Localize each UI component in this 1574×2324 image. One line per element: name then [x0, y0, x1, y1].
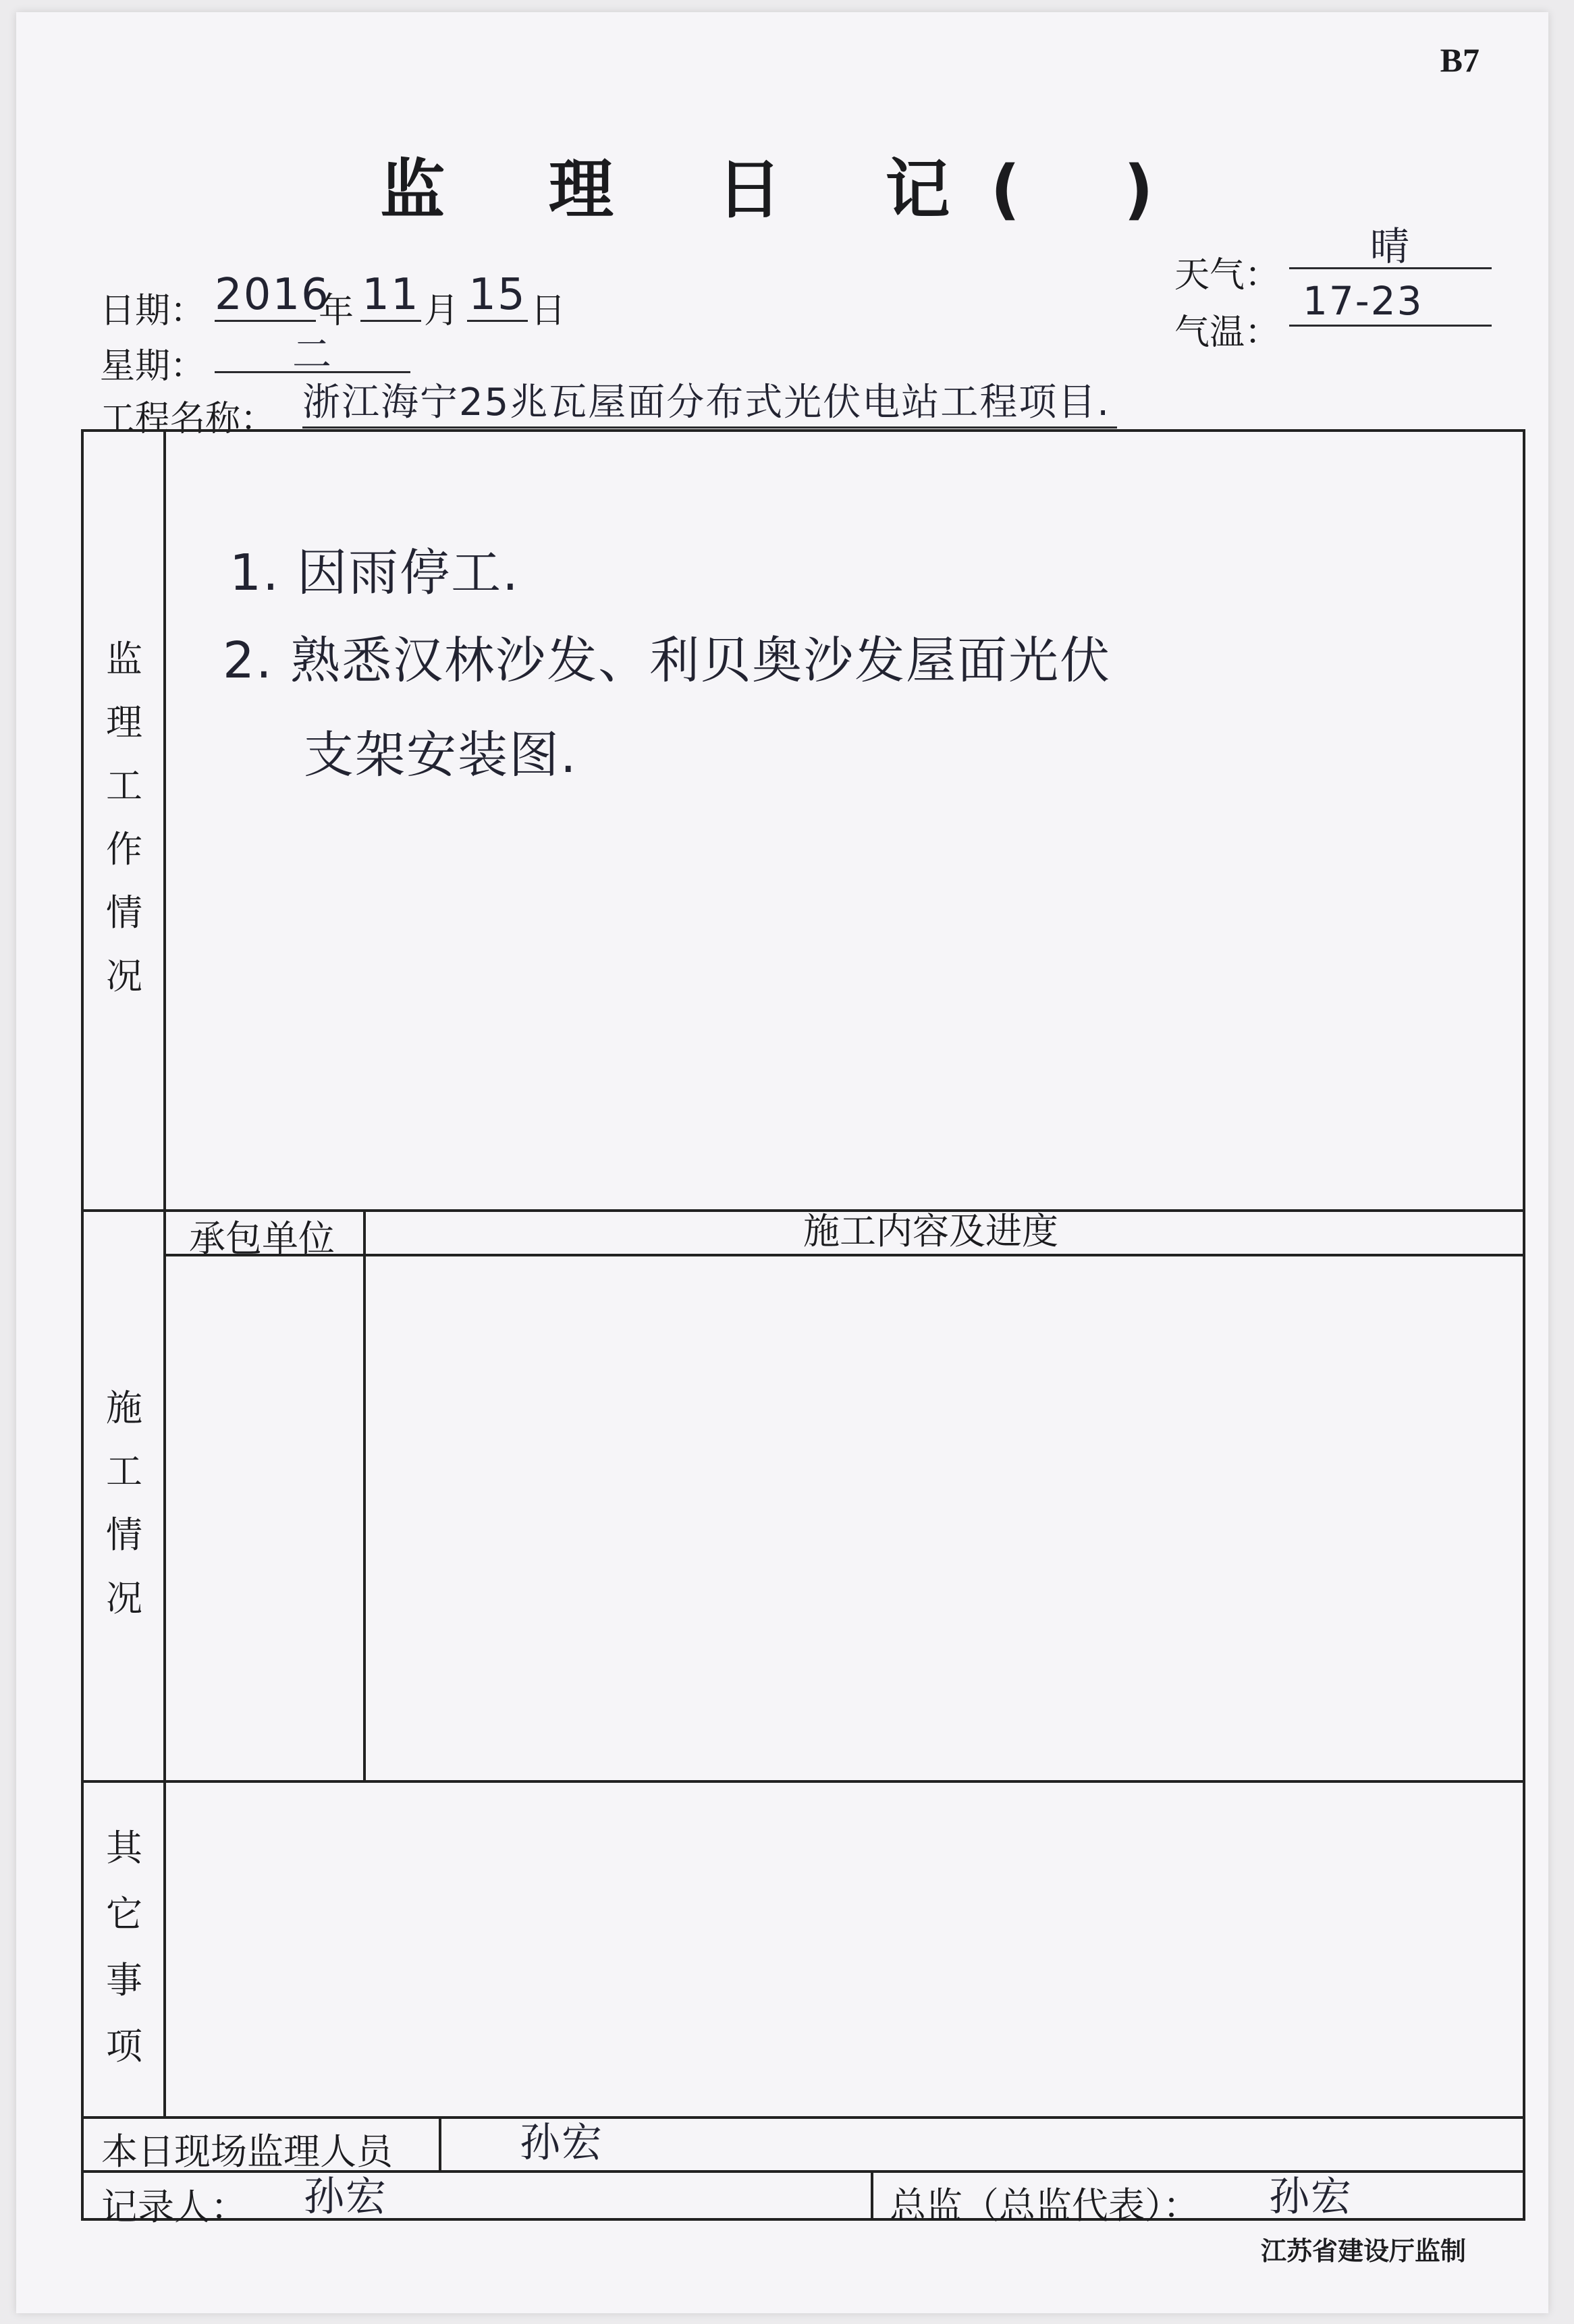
- recorder-signature: 孙宏: [304, 2174, 387, 2221]
- weather-value: 晴: [1289, 215, 1492, 269]
- date-year: 2016: [215, 270, 316, 322]
- date-label: 日期：: [100, 291, 206, 331]
- construction-section-label: [84, 1377, 165, 1630]
- form-code: B7: [1440, 41, 1480, 79]
- section-divider-2: [81, 1780, 1525, 1783]
- issuer-footer: 江苏省建设厅监制: [1260, 2236, 1466, 2266]
- recorder-divider: [871, 2170, 873, 2221]
- contractor-column-header: 承包单位: [189, 1217, 335, 1260]
- date-day: 15: [467, 270, 528, 322]
- chief-supervisor-signature: 孙宏: [1269, 2174, 1353, 2221]
- label-char: 监: [106, 638, 142, 680]
- weather-label: 天气：: [1174, 255, 1280, 296]
- label-char: 工: [106, 1450, 142, 1493]
- supervision-line-3: 支架安装图.: [304, 726, 578, 784]
- weekday-value: 二: [215, 323, 410, 373]
- section-divider-3: [81, 2116, 1525, 2119]
- chief-supervisor-label: 总监（总监代表）：: [890, 2184, 1199, 2227]
- supervision-section-label: [84, 628, 165, 1008]
- supervision-line-2: 2. 熟悉汉林沙发、利贝奥沙发屋面光伏: [223, 632, 1112, 690]
- label-char: 事: [106, 1959, 142, 2001]
- other-section-label: [84, 1815, 165, 2080]
- temperature-label: 气温：: [1174, 312, 1280, 353]
- label-char: 工: [106, 765, 142, 807]
- label-char: 其: [106, 1827, 142, 1869]
- supervision-line-1: 1. 因雨停工.: [229, 544, 520, 602]
- label-char: 理: [106, 701, 142, 744]
- month-unit: 月: [424, 291, 460, 331]
- day-unit: 日: [531, 291, 566, 331]
- onsite-divider: [439, 2116, 441, 2170]
- label-char: 项: [106, 2025, 142, 2068]
- label-char: 它: [106, 1893, 142, 1935]
- label-char: 作: [106, 828, 142, 870]
- label-char: 施: [106, 1387, 142, 1429]
- page-title: 监 理 日 记( ): [380, 152, 1194, 227]
- date-month: 11: [360, 270, 421, 322]
- label-char: 情: [106, 1514, 142, 1556]
- weekday-label: 星期：: [100, 346, 206, 387]
- temperature-value: 17-23: [1289, 278, 1492, 327]
- project-name: 浙江海宁25兆瓦屋面分布式光伏电站工程项目.: [302, 372, 1117, 428]
- year-unit: 年: [319, 291, 354, 331]
- contractor-column-divider: [363, 1209, 366, 1780]
- label-char: 况: [106, 1577, 142, 1620]
- project-label: 工程名称：: [100, 399, 276, 439]
- content-column-header: 施工内容及进度: [803, 1210, 1058, 1252]
- label-char: 况: [106, 955, 142, 997]
- onsite-staff-label: 本日现场监理人员: [101, 2130, 393, 2173]
- onsite-staff-signature: 孙宏: [520, 2120, 603, 2167]
- diary-table: [81, 429, 1525, 2221]
- label-char: 情: [106, 891, 142, 934]
- recorder-label: 记录人：: [101, 2186, 247, 2228]
